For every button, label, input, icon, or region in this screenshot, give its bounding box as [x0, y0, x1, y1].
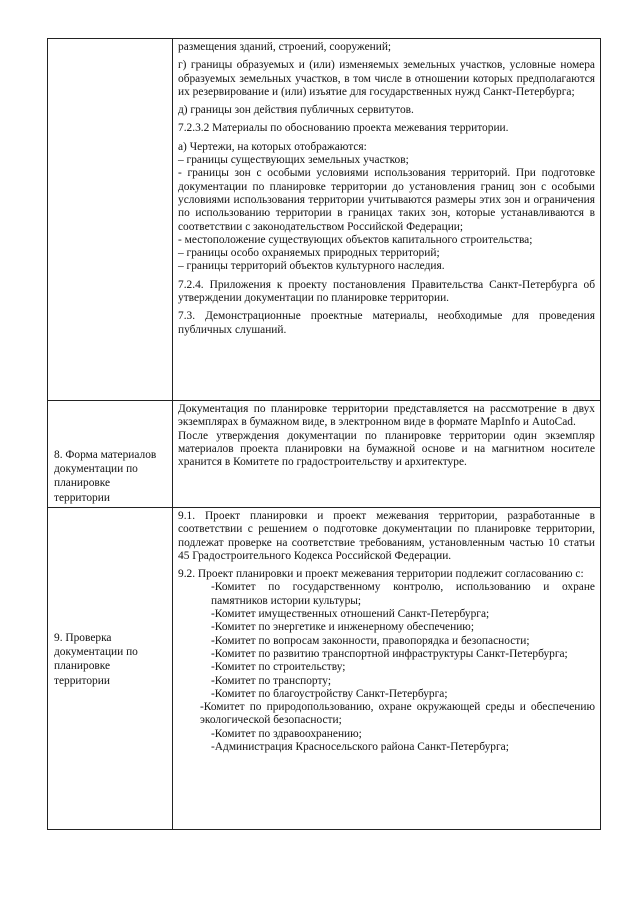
paragraph-7-2-3-2: 7.2.3.2 Материалы по обоснованию проекта межевания территории.	[178, 122, 509, 135]
list-item: -Комитет по вопросам законности, правопорядка и безопасности;	[211, 634, 530, 647]
table-row	[48, 508, 601, 830]
row-label-cell	[48, 39, 173, 401]
list-item: -Комитет по здравоохранению;	[211, 727, 362, 740]
list-item: -Комитет по энергетике и инженерному обеспечению;	[211, 621, 474, 634]
requirements-table	[47, 38, 601, 830]
table-row	[48, 401, 601, 508]
list-item: -Комитет по строительству;	[211, 661, 346, 674]
paragraph-continuation: размещения зданий, строений, сооружений;	[178, 41, 392, 53]
row-content-cell	[173, 508, 601, 830]
row-content-cell	[173, 401, 601, 508]
paragraph-7-3: 7.3. Демонстрационные проектные материалы, необходимые для проведения публичных слушаний.	[178, 310, 595, 336]
row-label-cell	[48, 508, 173, 830]
list-item: -Комитет по транспорту;	[211, 674, 331, 687]
list-item: -Администрация Красносельского района Санкт-Петербурга;	[211, 741, 509, 754]
paragraph-d: д) границы зон действия публичных сервитутов.	[178, 104, 414, 117]
paragraph-storage: После утверждения документации по планировке территории один экземпляр материалов проекта планировки на бумажной основе и на магнитном носителе хранится в Комитете по градостроительству и архитектуре.	[178, 429, 595, 469]
paragraph-a: а) Чертежи, на которых отображаются:	[178, 140, 367, 153]
bullet-special-zones: - границы зон с особыми условиями использования территорий. При подготовке документации по планировке территории до установления границ зон с особыми условиями использования территории учитываются размеры этих зон и ограничения по использованию территории в границах таких зон, которые устанавливаются в соответствии с законодательством Российской Федерации;	[178, 167, 595, 233]
bullet-protected-areas: – границы особо охраняемых природных территорий;	[178, 247, 440, 260]
row-content-cell	[173, 39, 601, 401]
list-item: -Комитет имущественных отношений Санкт-Петербурга;	[211, 608, 490, 621]
table-row	[48, 39, 601, 401]
paragraph-9-2: 9.2. Проект планировки и проект межевания территории подлежит согласованию с:	[178, 568, 584, 581]
row-label-cell	[48, 401, 173, 508]
bullet-heritage-sites: – границы территорий объектов культурного наследия.	[178, 260, 445, 273]
bullet-capital-objects: - местоположение существующих объектов капитального строительства;	[178, 233, 533, 246]
list-item: -Комитет по природопользованию, охране окружающей среды и обеспечению экологической безопасности;	[200, 701, 595, 727]
paragraph-7-2-4: 7.2.4. Приложения к проекту постановления Правительства Санкт-Петербурга об утверждении документации по планировке территории.	[178, 278, 595, 305]
list-item: -Комитет по благоустройству Санкт-Петербурга;	[211, 687, 448, 700]
list-item: -Комитет по государственному контролю, использованию и охране памятников истории культуры;	[211, 581, 595, 607]
paragraph-g: г) границы образуемых и (или) изменяемых земельных участков, условные номера образуемых земельных участков, в том числе в отношении которых предполагаются их резервирование и (или) изъятие для государственных нужд Санкт-Петербурга;	[178, 59, 595, 98]
paragraph-9-1: 9.1. Проект планировки и проект межевания территории, разработанные в соответствии с решением о подготовке документации по планировке территории, подлежат проверке на соответствие требованиям, установленным частью 10 статьи 45 Градостроительного Кодекса Российской Федерации.	[178, 510, 595, 562]
row-label: 9. Проверка документации по планировке территории	[54, 632, 138, 687]
bullet-existing-plots: – границы существующих земельных участков;	[178, 154, 409, 167]
paragraph-submission: Документация по планировке территории представляется на рассмотрение в двух экземплярах в бумажном виде, в электронном виде в формате MapInfo и AutoCad.	[178, 403, 595, 429]
row-label: 8. Форма материалов документации по планировке территории	[54, 449, 157, 504]
list-item: -Комитет по развитию транспортной инфраструктуры Санкт-Петербурга;	[211, 647, 568, 660]
